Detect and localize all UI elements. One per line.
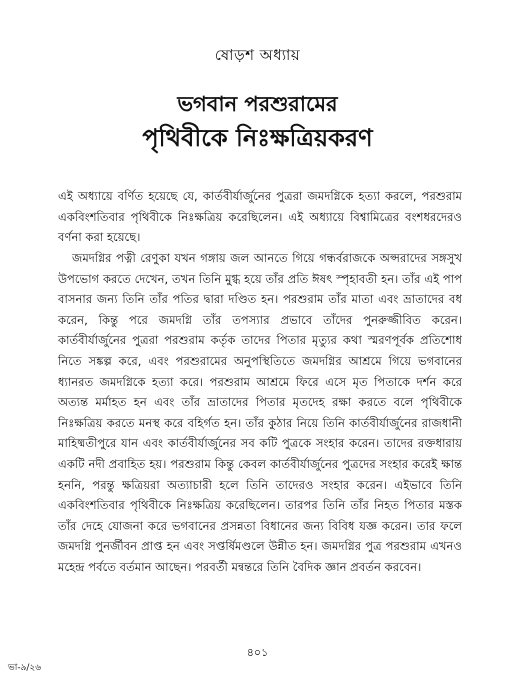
chapter-body-paragraph: জমদগ্নির পত্নী রেণুকা যখন গঙ্গায় জল আনতে গিয়ে গন্ধর্বরাজকে অপ্সরাদের সঙ্গসুখ উপভোগ করতে দেখেন, তখন তিনি মুগ্ধ হয়ে তাঁর প্রতি ঈষৎ স্পৃহাবতী হন। তাঁর এই পাপ বাসনার জন্য তিনি তাঁর পতির দ্বারা দণ্ডিত হন। পরশুরাম তাঁর মাতা এবং ভ্রাতাদের বধ করেন, কিন্তু পরে জমদগ্নি তাঁর তপস্যার প্রভাবে তাঁদের পুনরুজ্জীবিত করেন। কার্তবীর্যার্জুনের পুত্ররা পরশুরাম কর্তৃক তাদের পিতার মৃত্যুর কথা স্মরণপূর্বক প্রতিশোধ নিতে সঙ্কল্প করে, এবং পরশুরামের অনুপস্থিতিতে জমদগ্নির আশ্রমে গিয়ে ভগবানের ধ্যানরত জমদগ্নিকে হত্যা করে। পরশুরাম আশ্রমে ফিরে এসে মৃত পিতাকে দর্শন করে অত্যন্ত মর্মাহত হন এবং তাঁর ভ্রাতাদের পিতার মৃতদেহ রক্ষা করতে বলে পৃথিবীকে নিঃক্ষত্রিয় করতে মনস্থ করে বহির্গত হন। তাঁর কুঠার নিয়ে তিনি কার্তবীর্যার্জুনের রাজধানী মাহিষ্মতীপুরে যান এবং কার্তবীর্যার্জুনের সব কটি পুত্রকে সংহার করেন। তাদের রক্তধারায় একটি নদী প্রবাহিত হয়। পরশুরাম কিন্তু কেবল কার্তবীর্যার্জুনের পুত্রদের সংহার করেই ক্ষান্ত হননি, পরন্তু ক্ষত্রিয়রা অত্যাচারী হলে তিনি তাদেরও সংহার করেন। এইভাবে তিনি একবিংশতিবার পৃথিবীকে নিঃক্ষত্রিয় করেছিলেন। তারপর তিনি তাঁর নিহত পিতার মস্তক তাঁর দেহে যোজনা করে ভগবানের প্রসন্নতা বিধানের জন্য বিবিধ যজ্ঞ করেন। তার ফলে জমদগ্নি পুনর্জীবন প্রাপ্ত হন এবং সপ্তর্ষিমণ্ডলে উন্নীত হন। জমদগ্নির পুত্র পরশুরাম এখনও মহেন্দ্র পর্বতে বর্তমান আছেন। পরবর্তী মন্বন্তরে তিনি বৈদিক জ্ঞান প্রবর্তন করবেন। — [58, 251, 462, 574]
chapter-summary-paragraph: এই অধ্যায়ে বর্ণিত হয়েছে যে, কার্তবীর্যার্জুনের পুত্ররা জমদগ্নিকে হত্যা করলে, পরশুরাম একবিংশতিবার পৃথিবীকে নিঃক্ষত্রিয় করেছিলেন। এই অধ্যায়ে বিশ্বামিত্রের বংশধরদেরও বর্ণনা করা হয়েছে। — [58, 189, 462, 244]
chapter-title-line-1: ভগবান পরশুরামের — [177, 92, 338, 116]
footer-signature: ভা-৯/২৬ — [8, 663, 42, 673]
chapter-title-line-2: পৃথিবীকে নিঃক্ষত্রিয়করণ — [142, 124, 373, 152]
page-number: ৪০১ — [246, 646, 269, 659]
chapter-label: ষোড়শ অধ্যায় — [214, 46, 301, 64]
